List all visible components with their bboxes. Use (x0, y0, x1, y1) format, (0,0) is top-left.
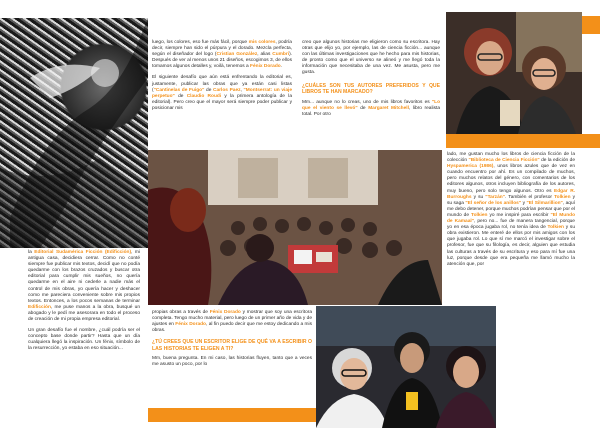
orange-band-right (442, 134, 600, 148)
paragraph (152, 310, 312, 334)
text: , al fin puedo decir que me estoy dedicando a mis obras. (152, 322, 313, 334)
text: El siguiente desafío que aún está enfrentando la editorial es, justamente, publicar las obras que ya están casi listas ( (152, 75, 292, 93)
text: , unos libros azules que de vez en cuando encuentro por ahí. Es un compilado de muchos, pero muchos relatos del género, con comentarios de los editores algunos, otros incluyen bibliografía de los autores, muy bueno, pero solo tengo algunos. Otro es (447, 164, 575, 194)
text-column-top-left (152, 40, 292, 112)
photo-audience-icon (148, 150, 442, 305)
photo-book-presentation (148, 150, 442, 305)
text: Mm... aunque no lo creas, uno de mis libros favoritos es (302, 99, 432, 105)
question-heading: ¿CUÁLES SON TUS AUTORES PREFERIDOS Y QUE LIBROS TE HAN MARCADO? (302, 82, 440, 95)
text: ). Después de ver al menos unos 21 diseños, escogimos 3, de ellos tomamos algunos detalles y, voilà, tenemos a (152, 52, 292, 70)
text: de (357, 106, 369, 112)
text: yo me inspiré para escribir (487, 212, 551, 218)
text-highlight: Claudio Roudi (186, 93, 222, 99)
text-highlight: Cristian González (216, 52, 258, 58)
text: y su (471, 194, 486, 200)
text-highlight: mis colores (248, 40, 276, 45)
text-highlight: Margaret Mitchell (368, 106, 409, 112)
text-highlight: Tolkien (554, 194, 571, 200)
text-column-top-mid (302, 40, 440, 118)
text: , aquí me debo detener, porque muchos podrían pensar que por el mundo de (447, 200, 576, 218)
question-heading: ¿TÚ CREES QUE UN ESCRITOR ELIGE DE QUÉ VA A ESCRIBIR O LAS HISTORIAS TE ELIGEN A TI? (152, 339, 312, 352)
orange-band-bottom (148, 408, 318, 422)
text-highlight: "Montserrat: un viaje perpetuo" (152, 87, 292, 99)
photo-people-icon (446, 12, 582, 134)
text-highlight: Tolkien (471, 212, 488, 218)
text: , alias (257, 52, 273, 58)
text: de (204, 87, 214, 93)
text-column-bottom-mid (152, 310, 312, 368)
text-highlight: "Biblioteca de Ciencia Ficción" (468, 158, 540, 164)
text: de (174, 93, 187, 99)
paragraph: Un gran desafío fue el nombre, ¿cuál podría ser el concepto base donde partir? Hasta que un día cualquiera llegó la inspiración. Un fénix, símbolo de la resurrección, yo estaba en eso situación... (28, 328, 140, 352)
text: , (240, 87, 244, 93)
photo-author-friend (446, 12, 582, 134)
text: , me puse manos a la obra, busqué un abogado y le pedí me asesorara en todo el proceso de creación de mi propia empresa editorial. (28, 304, 140, 323)
text: y su saga (447, 194, 575, 206)
text: , pero no... fue de manera tangencial, porque yo en esa época jugaba rol, no tenía idea de (447, 219, 575, 231)
text-highlight: Edificción (28, 304, 51, 310)
photo-group-icon (316, 306, 496, 428)
text: la (28, 250, 35, 255)
paragraph (302, 100, 440, 118)
text-highlight: Fénix Dorado (175, 322, 206, 328)
dragon-illustration-icon (0, 18, 148, 248)
text-highlight: Carlos Paez (213, 87, 241, 93)
paragraph (152, 75, 292, 112)
paragraph: Mm, buena pregunta. En mi caso, las historias fluyen, tanto que a veces me asusto un poco, por lo (152, 355, 312, 367)
paragraph: creo que algunos historias me eligieron como su escritora. Hay otras que elijo yo, por ejemplo, las de ciencia ficción... aunque con las últimas investigaciones que he hecho para mis historias, de pronto como que el universo se alineó y me llegó toda la información que necesitaba de una vez. Me asusta, pero me gusta. (302, 40, 440, 76)
text-highlight: "El Mundo de Kamaal" (447, 212, 576, 225)
text: lado, me gustan mucho los libros de ciencia ficción de la colección (447, 152, 575, 164)
text-column-bottom-left (28, 250, 140, 353)
text: , mi antigua casa, decidiera cerrar. Como no conté siempre fue publicar mis textos, decidí que no podía quedarme con los brazos cruzados y buscar otra editorial para cumplir mis sueños, no quería quedarme en el aire ni cederle a nadie más el control de mis obras, yo quería hacer y deshacer como me pareciera conveniente sobre mis propios textos. Entonces, a los pocos semanas de terminar (28, 250, 140, 304)
text: luego, los colores, eso fue más fácil, porque (152, 40, 249, 45)
text-highlight: Editorial Sudamérica Ficción (Edificción) (34, 250, 132, 255)
text-highlight: "Tarzán" (485, 194, 505, 200)
text: . También el profesor (504, 194, 555, 200)
photo-group-event (316, 306, 496, 428)
text-highlight: "Lo que el viento se llevó" (302, 99, 440, 112)
text: , libro realista total. Por otro (302, 106, 440, 118)
text: y su obra existieron. Me enteré de ellos por mis amigos con los que jugaba rol. Lo que sí me marcó el investigar sobre el profesor, fue que su filología, es decir, alguien que estudia las culturas a través de su escritura y eso para mí fue una luz, porque desde que era pequeña me llamó mucho la atención que, por (447, 225, 575, 267)
text: propias obras a través de (152, 310, 210, 315)
text: , podría decir, siempre han sido el púrpura y el dorado. Mezcla perfecta, según el diseñador del logo ( (152, 40, 292, 58)
text: y (521, 200, 527, 206)
paragraph: luego, los colores, eso fue más fácil, porque mis colores, podría decir, siempre han sido el púrpura y el dorado. Mezcla perfecta, según el diseñador del logo (Cristian González, alias Cumbri). Después de ver al menos unos 21 diseños, escogimos 3, de ellos tomamos algunos detalles y, voilà, tenemos a Fénix Dorado. (152, 40, 292, 70)
text: y mostrar que soy una escritora completa. Tengo mucho material, pero luego de un primer año de vida y de ajustes en (152, 310, 313, 328)
paragraph (447, 152, 575, 268)
text-highlight: "El señor de los anillos" (465, 200, 522, 206)
text: de la edición de (539, 158, 575, 164)
text-highlight: Hyspamerica (1986) (447, 164, 494, 170)
paragraph (28, 250, 140, 323)
text-highlight: Tolkien (547, 225, 564, 231)
text-highlight: "Cantinelas de Fuigo" (153, 87, 205, 93)
text-highlight: Fénix Dorado (250, 64, 281, 70)
text-highlight: "El Silmarillion" (526, 200, 563, 206)
text-highlight: Cumbri (272, 52, 290, 58)
comic-illustration (0, 18, 148, 248)
text: y la primera antología de la editorial). Pero creo que el mayor será siempre poder publicar y posicionar mis (152, 93, 292, 111)
text-highlight: Fénix Dorado (209, 310, 241, 315)
text-highlight: Edgar R. Burroughs (447, 188, 575, 200)
text-column-right (447, 152, 575, 268)
